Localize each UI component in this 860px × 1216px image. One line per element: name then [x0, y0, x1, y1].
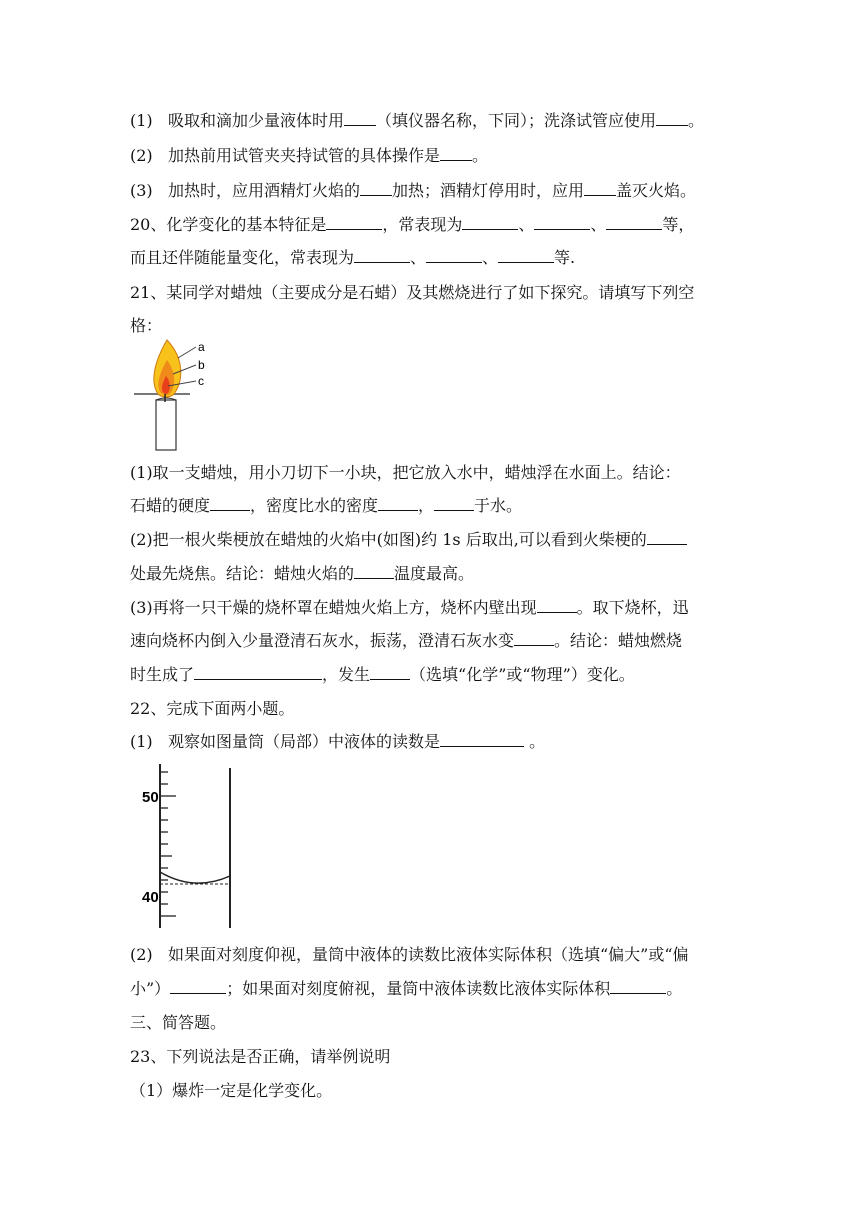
- graduated-cylinder-figure: [134, 762, 244, 932]
- answer-blank[interactable]: [354, 564, 394, 579]
- candle-flame-figure: [134, 338, 214, 453]
- meniscus: [160, 872, 230, 883]
- answer-blank[interactable]: [194, 665, 322, 680]
- answer-blank[interactable]: [434, 496, 474, 511]
- q21-part3-line1: (3)再将一只干燥的烧杯罩在蜡烛火焰上方，烧杯内壁出现 。取下烧杯，迅: [130, 598, 689, 617]
- answer-blank[interactable]: [378, 496, 418, 511]
- item-number: (2): [130, 945, 153, 964]
- answer-blank[interactable]: [440, 146, 472, 161]
- answer-blank[interactable]: [647, 530, 687, 545]
- item-number: (3): [130, 181, 153, 200]
- q19-part3: (3) 加热时，应用酒精灯火焰的 加热；酒精灯停用时，应用 盖灭火焰。: [130, 181, 697, 200]
- answer-blank[interactable]: [462, 215, 518, 230]
- q22-intro: 22、完成下面两小题。: [130, 699, 295, 718]
- answer-blank[interactable]: [326, 215, 382, 230]
- answer-blank[interactable]: [354, 248, 410, 263]
- q19-part2: (2) 加热前用试管夹夹持试管的具体操作是 。: [130, 146, 489, 165]
- item-number: (2): [130, 146, 153, 165]
- tick-label-50: 50: [142, 789, 159, 806]
- q20-line2: 而且还伴随能量变化，常表现为 、 、 等.: [130, 248, 576, 267]
- answer-blank[interactable]: [514, 631, 554, 646]
- q21-part1-line2: 石蜡的硬度 ，密度比水的密度 ， 于水。: [130, 496, 523, 515]
- label-b: b: [198, 358, 205, 372]
- q20-line1: 20、化学变化的基本特征是 ，常表现为 、 、 等，: [130, 215, 695, 234]
- item-number: (1): [130, 111, 153, 130]
- answer-blank[interactable]: [426, 248, 482, 263]
- q21-intro: 21、某同学对蜡烛（主要成分是石蜡）及其燃烧进行了如下探究。请填写下列空: [130, 283, 695, 302]
- candle-body: [156, 400, 176, 450]
- answer-blank[interactable]: [584, 181, 616, 196]
- answer-blank[interactable]: [610, 979, 666, 994]
- item-number: (1): [130, 732, 153, 751]
- answer-blank[interactable]: [537, 598, 577, 613]
- label-c: c: [198, 374, 204, 388]
- q21-intro-cont: 格：: [130, 316, 163, 335]
- q21-part1-line1: (1)取一支蜡烛，用小刀切下一小块，把它放入水中，蜡烛浮在水面上。结论：: [130, 463, 681, 482]
- q23-part1: （1）爆炸一定是化学变化。: [130, 1081, 333, 1100]
- answer-blank[interactable]: [534, 215, 590, 230]
- answer-blank[interactable]: [170, 979, 226, 994]
- q23-intro: 23、下列说法是否正确，请举例说明: [130, 1047, 391, 1066]
- q21-part3-line3: 时生成了 ，发生 （选填“化学”或“物理”）变化。: [130, 665, 635, 684]
- q19-part1: (1) 吸取和滴加少量液体时用 （填仪器名称，下同）；洗涤试管应使用 。: [130, 111, 705, 130]
- answer-blank[interactable]: [656, 111, 688, 126]
- q22-part2-line2: 小”） ；如果面对刻度俯视，量筒中液体读数比液体实际体积 。: [130, 979, 683, 998]
- q22-part1: (1) 观察如图量筒（局部）中液体的读数是 。: [130, 732, 546, 751]
- answer-blank[interactable]: [370, 665, 410, 680]
- answer-blank[interactable]: [360, 181, 392, 196]
- q22-part2-line1: (2) 如果面对刻度仰视，量筒中液体的读数比液体实际体积（选填“偏大”或“偏: [130, 945, 689, 964]
- section-3-heading: 三、简答题。: [130, 1013, 227, 1032]
- answer-blank[interactable]: [440, 732, 524, 747]
- q21-part3-line2: 速向烧杯内倒入少量澄清石灰水，振荡，澄清石灰水变 。结论：蜡烛燃烧: [130, 631, 683, 650]
- answer-blank[interactable]: [344, 111, 376, 126]
- q21-part2-line2: 处最先烧焦。结论：蜡烛火焰的 温度最高。: [130, 564, 475, 583]
- answer-blank[interactable]: [498, 248, 554, 263]
- answer-blank[interactable]: [606, 215, 662, 230]
- q21-part2-line1: (2)把一根火柴梗放在蜡烛的火焰中(如图)约 1s 后取出,可以看到火柴梗的: [130, 530, 687, 550]
- label-a: a: [198, 340, 205, 354]
- tick-label-40: 40: [142, 889, 159, 906]
- answer-blank[interactable]: [210, 496, 250, 511]
